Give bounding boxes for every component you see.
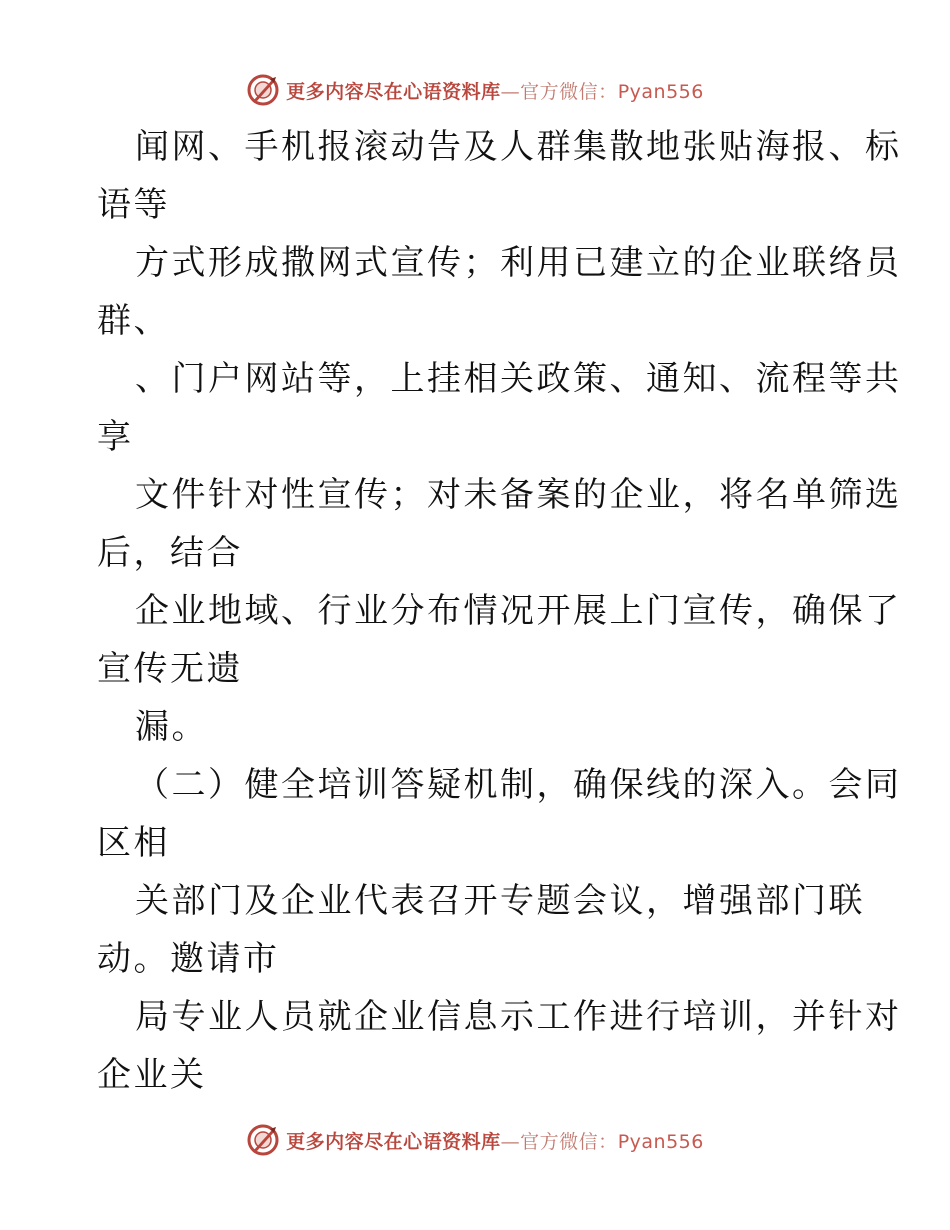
body-text-line: 、门户网站等，上挂相关政策、通知、流程等共 <box>135 359 902 399</box>
body-text-line: 方式形成撒网式宣传；利用已建立的企业联络员 <box>135 243 902 283</box>
quill-seal-icon <box>246 73 280 107</box>
body-text-line: 动。邀请市 <box>97 939 280 979</box>
watermark-wechat-id: Pyan556 <box>617 80 704 103</box>
watermark-site: 更多内容尽在心语资料库 <box>286 80 501 103</box>
watermark-dash: — <box>500 80 521 103</box>
body-text-line: 语等 <box>97 185 170 225</box>
body-text-line: 局专业人员就企业信息示工作进行培训，并针对 <box>135 997 902 1037</box>
body-text-line: 群、 <box>97 301 170 341</box>
watermark-wechat-id: Pyan556 <box>617 1130 704 1153</box>
watermark-dash: — <box>500 1130 521 1153</box>
watermark-site: 更多内容尽在心语资料库 <box>286 1130 501 1153</box>
body-text-line: 关部门及企业代表召开专题会议，增强部门联 <box>135 881 865 921</box>
body-text-line: 企业关 <box>97 1055 207 1095</box>
body-text-line: 闻网、手机报滚动告及人群集散地张贴海报、标 <box>135 127 902 167</box>
document-body <box>97 118 902 1104</box>
body-text-line: 区相 <box>97 823 170 863</box>
watermark-text <box>286 1127 704 1154</box>
body-text-line: （二）健全培训答疑机制，确保线的深入。会同 <box>135 765 902 805</box>
body-text-line: 漏。 <box>135 707 208 747</box>
body-text-line: 享 <box>97 417 134 457</box>
quill-seal-icon <box>246 1123 280 1157</box>
watermark-wechat-label: 官方微信： <box>520 80 618 103</box>
header-watermark <box>0 70 950 110</box>
body-text-line: 文件针对性宣传；对未备案的企业，将名单筛选 <box>135 475 902 515</box>
body-text-line: 后，结合 <box>97 533 243 573</box>
footer-watermark <box>0 1120 950 1160</box>
watermark-text <box>286 77 704 104</box>
watermark-wechat-label: 官方微信： <box>520 1130 618 1153</box>
body-text-line: 宣传无遗 <box>97 649 243 689</box>
body-text-line: 企业地域、行业分布情况开展上门宣传，确保了 <box>135 591 902 631</box>
